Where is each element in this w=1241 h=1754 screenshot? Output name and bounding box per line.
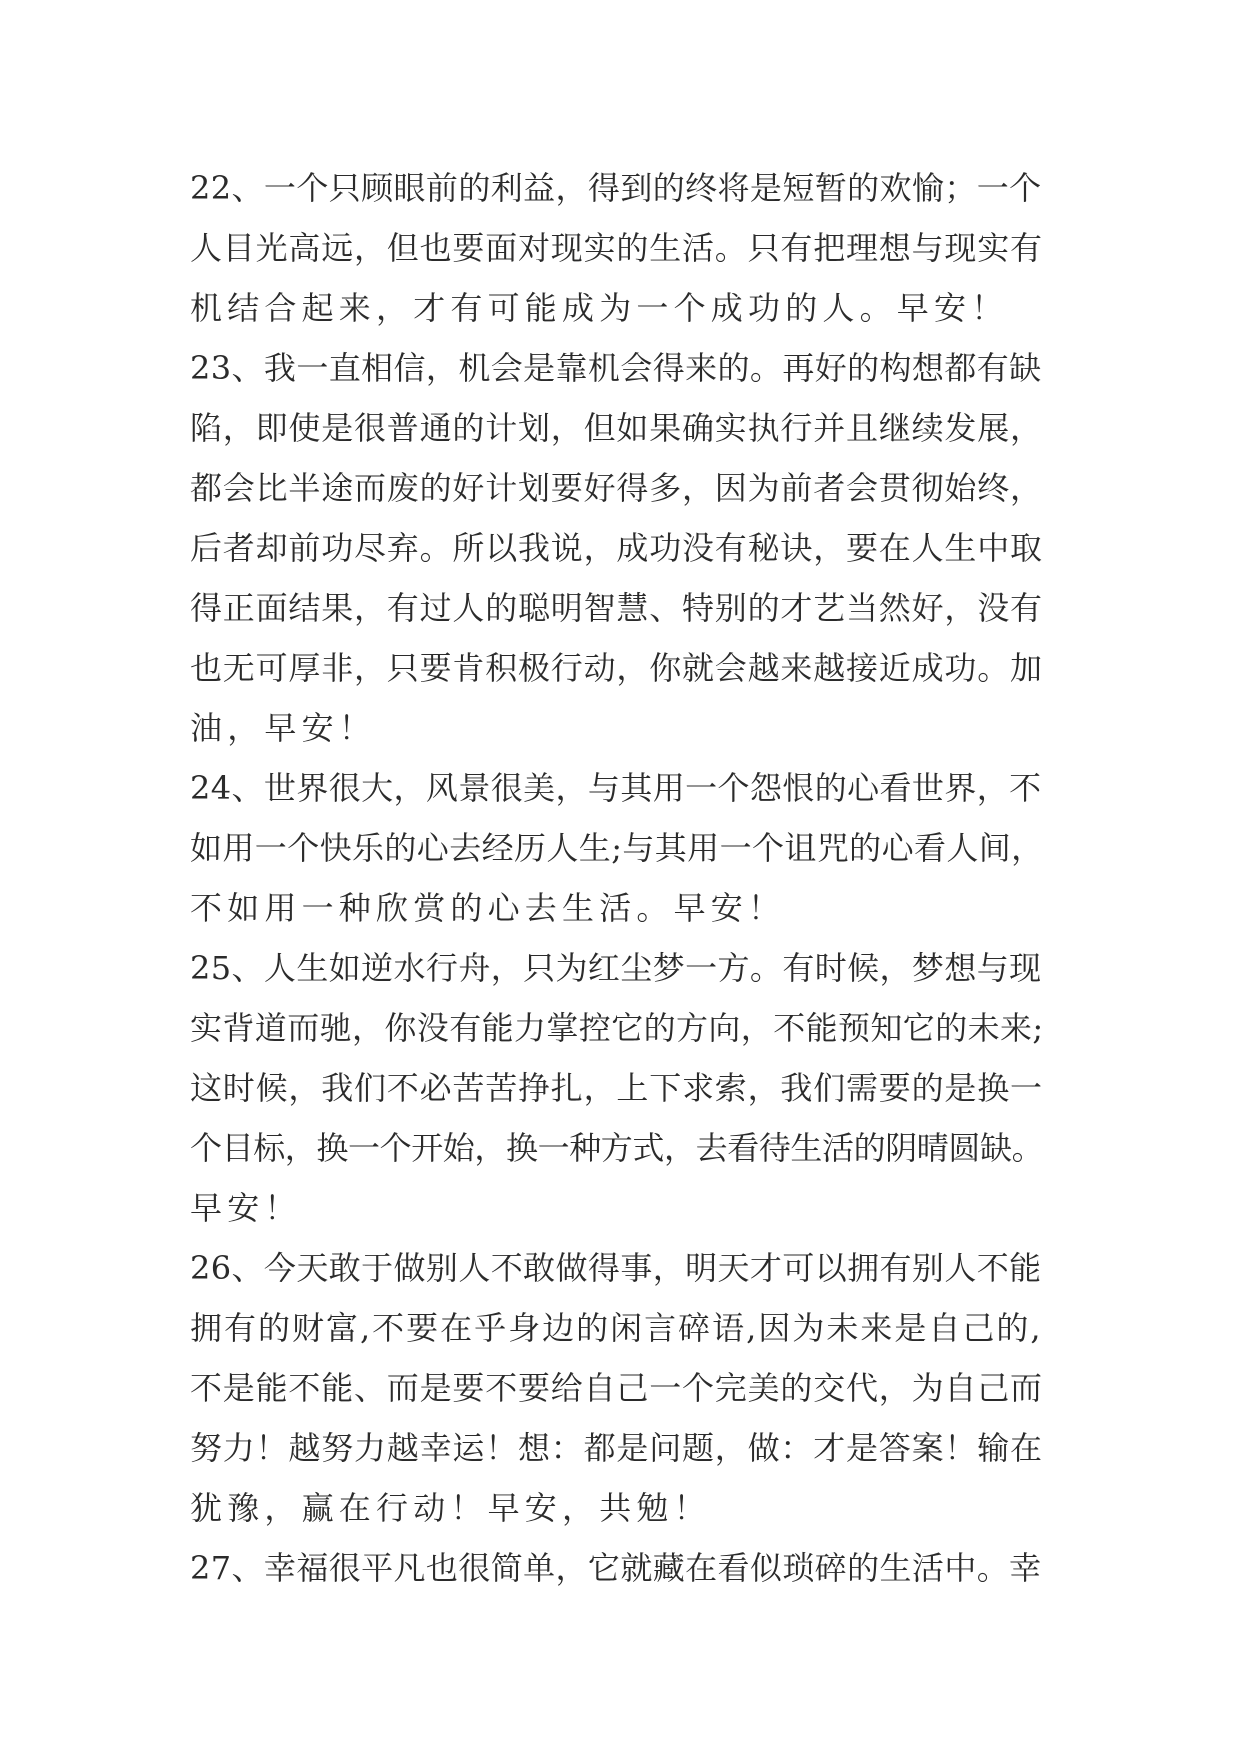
text-line: 后者却前功尽弃。所以我说，成功没有秘诀，要在人生中取 <box>190 529 1043 567</box>
text-line: 26、今天敢于做别人不敢做得事，明天才可以拥有别人不能 <box>190 1249 1042 1287</box>
text-line: 也无可厚非，只要肯积极行动，你就会越来越接近成功。加 <box>190 649 1043 687</box>
text-line: 都会比半途而废的好计划要好得多，因为前者会贯彻始终， <box>190 469 1043 507</box>
text-line: 实背道而驰，你没有能力掌控它的方向，不能预知它的未来; <box>190 1009 1044 1047</box>
text-line: 这时候，我们不必苦苦挣扎，上下求索，我们需要的是换一 <box>190 1069 1043 1107</box>
text-line: 不如用一种欣赏的心去生活。早安！ <box>190 889 786 927</box>
text-line: 陷，即使是很普通的计划，但如果确实执行并且继续发展， <box>190 409 1043 447</box>
text-line: 人目光高远，但也要面对现实的生活。只有把理想与现实有 <box>190 229 1043 267</box>
text-line: 不是能不能、而是要不要给自己一个完美的交代，为自己而 <box>190 1369 1043 1407</box>
text-line: 油，早安！ <box>190 709 377 747</box>
text-line: 27、幸福很平凡也很简单，它就藏在看似琐碎的生活中。幸 <box>190 1549 1042 1587</box>
text-line: 得正面结果，有过人的聪明智慧、特别的才艺当然好，没有 <box>190 589 1043 627</box>
text-line: 22、一个只顾眼前的利益，得到的终将是短暂的欢愉；一个 <box>190 169 1042 207</box>
text-line: 机结合起来，才有可能成为一个成功的人。早安！ <box>190 289 1009 327</box>
text-line: 拥有的财富,不要在乎身边的闲言碎语,因为未来是自己的, <box>190 1309 1043 1347</box>
text-line: 努力！越努力越幸运！想：都是问题，做：才是答案！输在 <box>190 1429 1043 1467</box>
text-line: 早安！ <box>190 1189 302 1227</box>
text-line: 24、世界很大，风景很美，与其用一个怨恨的心看世界，不 <box>190 769 1042 807</box>
text-line: 23、我一直相信，机会是靠机会得来的。再好的构想都有缺 <box>190 349 1042 387</box>
text-line: 如用一个快乐的心去经历人生;与其用一个诅咒的心看人间， <box>190 829 1044 867</box>
document-body <box>190 158 1050 1598</box>
text-line: 25、人生如逆水行舟，只为红尘梦一方。有时候，梦想与现 <box>190 949 1042 987</box>
text-line: 个目标，换一个开始，换一种方式，去看待生活的阴晴圆缺。 <box>190 1129 1044 1167</box>
text-line: 犹豫，赢在行动！早安，共勉！ <box>190 1489 711 1527</box>
